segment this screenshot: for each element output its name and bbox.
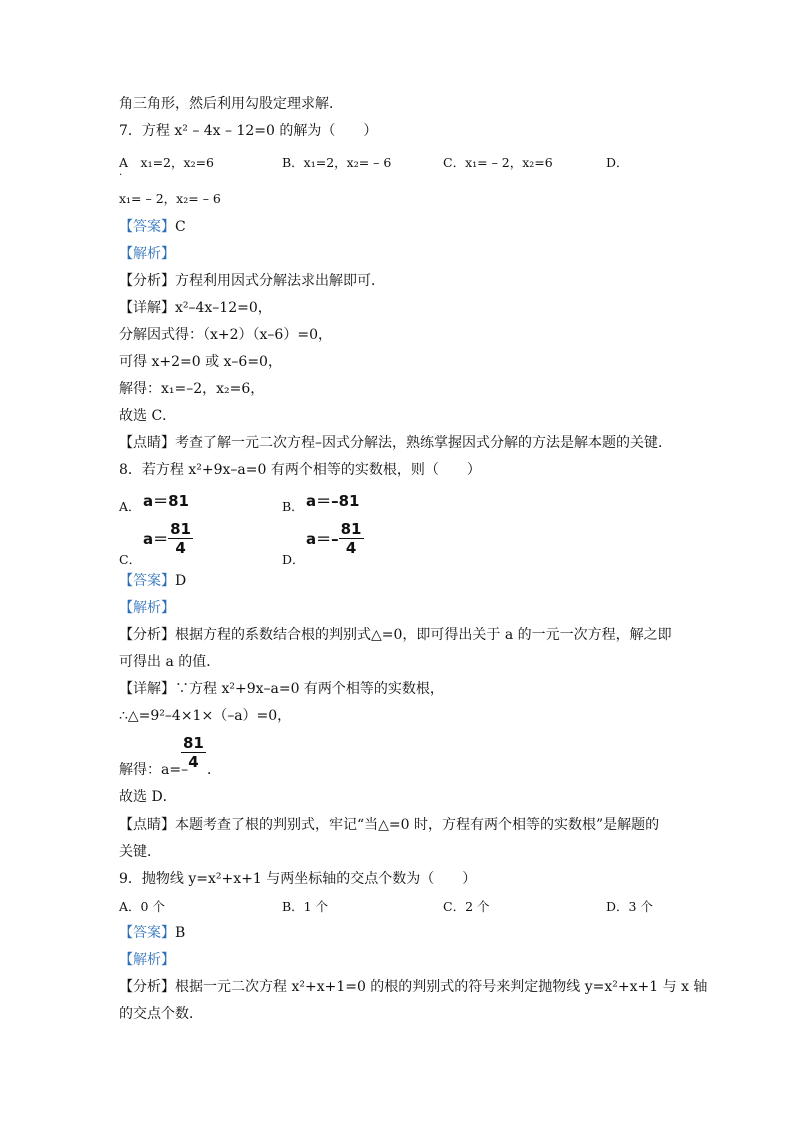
q7-xiangjie-line: 【详解】x²–4x–12=0， (119, 300, 272, 316)
q8-dianjing-line-2: 关键． (119, 844, 161, 860)
q7-analysis-tag: 【解析】 (119, 246, 175, 262)
q8-stem: 8．若方程 x²+9x–a=0 有两个相等的实数根，则（ ） (119, 462, 481, 478)
q8-answer-line (119, 571, 186, 591)
q7-step2: 可得 x+2=0 或 x–6=0， (119, 354, 282, 370)
q8-option-b: a＝–81 (306, 492, 360, 510)
q8-option-d-fraction: $\frac{81}{4}$ (340, 520, 362, 557)
q7-option-d-label: D． (606, 155, 629, 170)
q9-option-d: D．3 个 (606, 899, 653, 914)
q8-fenxi-line-2: 可得出 a 的值． (119, 654, 221, 670)
q8-step2-fraction: $\frac{81}{4}$ (183, 734, 204, 771)
q8-xiangjie-line: 【详解】∵方程 x²+9x–a=0 有两个相等的实数根， (119, 681, 444, 697)
q9-answer-line (119, 923, 185, 943)
q9-fenxi-line-2: 的交点个数． (119, 1006, 203, 1022)
q8-analysis-tag: 【解析】 (119, 600, 175, 616)
q7-answer: C (175, 219, 186, 235)
q9-option-c: C．2 个 (443, 899, 490, 914)
q7-option-b: B．x₁=2，x₂= – 6 (282, 155, 392, 170)
q7-dianjing-line: 【点睛】考查了解一元二次方程–因式分解法，熟练掌握因式分解的方法是解本题的关键． (119, 435, 672, 451)
q9-option-b: B．1 个 (282, 899, 329, 914)
q7-fenxi-line: 【分析】方程利用因式分解法求出解即可． (119, 273, 385, 289)
q8-option-a-label: A． (119, 499, 141, 514)
answer-tag: 【答案】 (119, 573, 175, 589)
q8-option-c-fraction: $\frac{81}{4}$ (170, 520, 191, 557)
q8-option-b-label: B． (282, 499, 304, 514)
q7-option-c: C．x₁= – 2，x₂=6 (443, 155, 553, 170)
q8-step3: 故选 D． (119, 789, 177, 805)
q9-answer: B (175, 925, 186, 941)
q8-option-d: a＝– $\frac{81}{4}$ (306, 520, 362, 557)
q8-option-a: a＝81 (143, 492, 189, 510)
top-line: 角三角形，然后利用勾股定理求解． (119, 96, 343, 112)
q9-fenxi-line-1: 【分析】根据一元二次方程 x²+x+1=0 的根的判别式的符号来判定抛物线 y=x²+x+1 与 x 轴 (119, 979, 708, 995)
q8-option-c-label: C． (119, 552, 142, 567)
q8-dianjing-line-1: 【点睛】本题考查了根的判别式，牢记“当△=0 时，方程有两个相等的实数根”是解题的 (119, 817, 660, 833)
q7-step1: 分解因式得：（x+2）（x–6）=0， (119, 327, 332, 343)
q7-option-d-value: x₁= – 2，x₂= – 6 (119, 191, 221, 206)
answer-tag: 【答案】 (119, 925, 175, 941)
q8-fenxi-line-1: 【分析】根据方程的系数结合根的判别式△=0，即可得出关于 a 的一元一次方程，解之即 (119, 627, 672, 643)
q9-analysis-tag: 【解析】 (119, 952, 175, 968)
q8-step1: ∴△=9²–4×1×（–a）=0， (119, 708, 292, 724)
q8-option-c: a＝ $\frac{81}{4}$ (143, 520, 191, 557)
q9-option-a: A．0 个 (119, 899, 165, 914)
q8-option-d-label: D． (282, 552, 305, 567)
q7-step3: 解得：x₁=–2，x₂=6， (119, 381, 265, 397)
q7-option-a-dot: · (119, 170, 123, 181)
q7-answer-line (119, 217, 186, 237)
q9-stem: 9．抛物线 y=x²+x+1 与两坐标轴的交点个数为（ ） (119, 871, 477, 887)
q7-step4: 故选 C． (119, 408, 177, 424)
q8-answer: D (175, 573, 187, 589)
q7-stem: 7．方程 x² – 4x – 12=0 的解为（ ） (119, 123, 378, 139)
answer-tag: 【答案】 (119, 219, 175, 235)
q7-option-a: A x₁=2，x₂=6 (119, 155, 215, 170)
